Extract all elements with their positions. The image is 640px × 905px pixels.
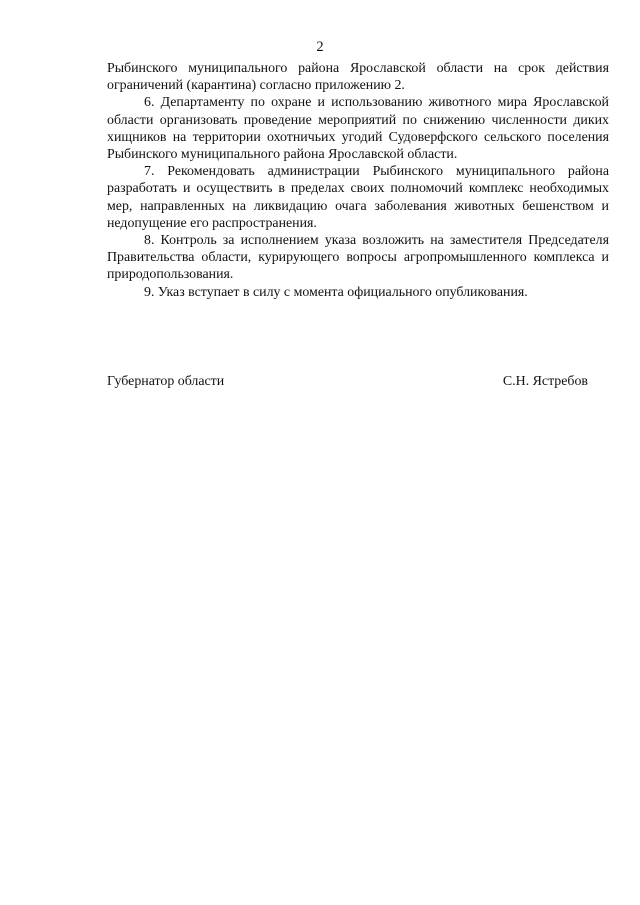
signatory-name: С.Н. Ястребов — [502, 374, 588, 389]
page-number: 2 — [316, 39, 324, 55]
paragraph-item-6: 6. Департаменту по охране и использованию животного мира Ярославской области организовать проведение мероприятий по снижению численности диких хищников на территории охотничьих угодий Судоверфского сельского поселения Рыбинского муниципального района Ярославской области. — [107, 95, 609, 163]
paragraph-item-9: 9. Указ вступает в силу с момента официального опубликования. — [144, 284, 528, 300]
paragraph-item-8: 8. Контроль за исполнением указа возложить на заместителя Председателя Правительства области, курирующего вопросы агропромышленного комплекса и природопользования. — [107, 233, 609, 283]
signatory-title: Губернатор области — [107, 374, 225, 389]
document-body — [107, 60, 609, 301]
paragraph-continuation: Рыбинского муниципального района Ярославской области на срок действия ограничений (карантина) согласно приложению 2. — [107, 61, 609, 94]
signature-block — [107, 373, 609, 393]
paragraph-item-7: 7. Рекомендовать администрации Рыбинского муниципального района разработать и осуществить в пределах своих полномочий комплекс необходимых мер, направленных на ликвидацию очага заболевания животных бешенством и недопущение его распространения. — [107, 164, 609, 231]
